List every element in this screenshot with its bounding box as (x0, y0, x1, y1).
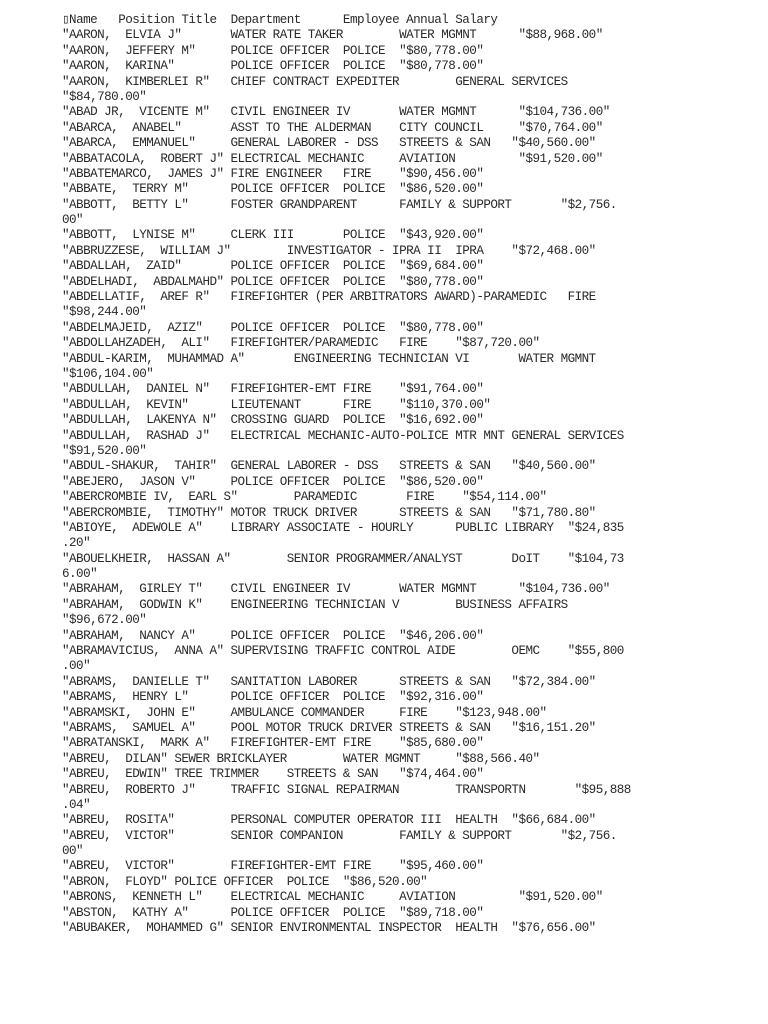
text-line: "AARON, KARINA" POLICE OFFICER POLICE "$80,778.00" (62, 58, 484, 74)
text-line: 00" (62, 843, 84, 859)
text-line: "ABSTON, KATHY A" POLICE OFFICER POLICE "$89,718.00" (62, 904, 484, 920)
text-line: "ABRAMAVICIUS, ANNA A" SUPERVISING TRAFFIC CONTROL AIDE OEMC "$55,800 (62, 643, 624, 659)
text-line: "ABRON, FLOYD" POLICE OFFICER POLICE "$86,520.00" (62, 873, 428, 889)
text-line: "ABRAHAM, GODWIN K" ENGINEERING TECHNICIAN V BUSINESS AFFAIRS (62, 596, 568, 612)
text-line: "ABRAMS, DANIELLE T" SANITATION LABORER STREETS & SAN "$72,384.00" (62, 673, 596, 689)
text-line: "ABRAMSKI, JOHN E" AMBULANCE COMMANDER FIRE "$123,948.00" (62, 704, 547, 720)
text-line: "ABBATE, TERRY M" POLICE OFFICER POLICE "$86,520.00" (62, 181, 484, 197)
text-line: "$91,520.00" (62, 442, 147, 458)
text-line: "$98,244.00" (62, 304, 147, 320)
text-line: "$96,672.00" (62, 612, 147, 628)
text-line: "ABBOTT, LYNISE M" CLERK III POLICE "$43,920.00" (62, 227, 484, 243)
text-line: "ABDULLAH, LAKENYA N" CROSSING GUARD POLICE "$16,692.00" (62, 412, 484, 428)
text-line: "ABDELHADI, ABDALMAHD" POLICE OFFICER POLICE "$80,778.00" (62, 273, 484, 289)
text-line: "ABRAMS, SAMUEL A" POOL MOTOR TRUCK DRIVER STREETS & SAN "$16,151.20" (62, 719, 596, 735)
text-line: "ABERCROMBIE, TIMOTHY" MOTOR TRUCK DRIVER STREETS & SAN "$71,780.80" (62, 504, 596, 520)
header-line: ▯Name Position Title Department Employee Annual Salary (62, 12, 498, 27)
text-line: 00" (62, 212, 84, 228)
text-line: "ABRATANSKI, MARK A" FIREFIGHTER-EMT FIRE "$85,680.00" (62, 735, 484, 751)
text-line: "ABUBAKER, MOHAMMED G" SENIOR ENVIRONMENTAL INSPECTOR HEALTH "$76,656.00" (62, 920, 596, 936)
text-line: .04" (62, 796, 91, 812)
text-line: "ABDULLAH, DANIEL N" FIREFIGHTER-EMT FIRE "$91,764.00" (62, 381, 484, 397)
text-line: "$106,104.00" (62, 365, 154, 381)
text-line: "ABRONS, KENNETH L" ELECTRICAL MECHANIC AVIATION "$91,520.00" (62, 889, 603, 905)
text-line: "ABBATACOLA, ROBERT J" ELECTRICAL MECHANIC AVIATION "$91,520.00" (62, 150, 603, 166)
text-line: "ABOUELKHEIR, HASSAN A" SENIOR PROGRAMMER/ANALYST DoIT "$104,73 (62, 550, 624, 566)
text-line: "ABBOTT, BETTY L" FOSTER GRANDPARENT FAMILY & SUPPORT "$2,756. (62, 196, 617, 212)
text-line: "ABREU, DILAN" SEWER BRICKLAYER WATER MGMNT "$88,566.40" (62, 750, 540, 766)
text-line: "ABDULLAH, KEVIN" LIEUTENANT FIRE "$110,370.00" (62, 396, 491, 412)
text-line: "ABDULLAH, RASHAD J" ELECTRICAL MECHANIC-AUTO-POLICE MTR MNT GENERAL SERVICES (62, 427, 624, 443)
text-line: "ABREU, ROSITA" PERSONAL COMPUTER OPERATOR III HEALTH "$66,684.00" (62, 812, 596, 828)
text-line: "AARON, ELVIA J" WATER RATE TAKER WATER MGMNT "$88,968.00" (62, 27, 603, 43)
text-line: "ABDELMAJEID, AZIZ" POLICE OFFICER POLICE "$80,778.00" (62, 319, 484, 335)
text-line: "AARON, KIMBERLEI R" CHIEF CONTRACT EXPEDITER GENERAL SERVICES (62, 73, 568, 89)
text-line: "ABDOLLAHZADEH, ALI" FIREFIGHTER/PARAMEDIC FIRE "$87,720.00" (62, 335, 540, 351)
text-line: "ABBATEMARCO, JAMES J" FIRE ENGINEER FIRE "$90,456.00" (62, 165, 484, 181)
text-line: "ABARCA, ANABEL" ASST TO THE ALDERMAN CITY COUNCIL "$70,764.00" (62, 119, 603, 135)
text-line: "ABEJERO, JASON V" POLICE OFFICER POLICE "$86,520.00" (62, 473, 484, 489)
text-line: 6.00" (62, 566, 98, 582)
text-line: "ABRAHAM, NANCY A" POLICE OFFICER POLICE "$46,206.00" (62, 627, 484, 643)
text-line: "ABREU, VICTOR" FIREFIGHTER-EMT FIRE "$95,460.00" (62, 858, 484, 874)
text-line: "ABREU, EDWIN" TREE TRIMMER STREETS & SAN "$74,464.00" (62, 766, 484, 782)
text-line: .00" (62, 658, 91, 674)
text-line: "ABRAHAM, GIRLEY T" CIVIL ENGINEER IV WATER MGMNT "$104,736.00" (62, 581, 610, 597)
text-line: "ABIOYE, ADEWOLE A" LIBRARY ASSOCIATE - HOURLY PUBLIC LIBRARY "$24,835 (62, 519, 624, 535)
text-line: "ABERCROMBIE IV, EARL S" PARAMEDIC FIRE "$54,114.00" (62, 489, 547, 505)
document-text (62, 12, 742, 935)
text-line: "AARON, JEFFERY M" POLICE OFFICER POLICE "$80,778.00" (62, 42, 484, 58)
text-line: "ABDELLATIF, AREF R" FIREFIGHTER (PER ARBITRATORS AWARD)-PARAMEDIC FIRE (62, 289, 596, 305)
text-line: "$84,780.00" (62, 88, 147, 104)
text-line: "ABREU, ROBERTO J" TRAFFIC SIGNAL REPAIRMAN TRANSPORTN "$95,888 (62, 781, 631, 797)
text-line: "ABAD JR, VICENTE M" CIVIL ENGINEER IV WATER MGMNT "$104,736.00" (62, 104, 610, 120)
text-line: "ABREU, VICTOR" SENIOR COMPANION FAMILY & SUPPORT "$2,756. (62, 827, 617, 843)
text-line: .20" (62, 535, 91, 551)
text-line: "ABBRUZZESE, WILLIAM J" INVESTIGATOR - IPRA II IPRA "$72,468.00" (62, 242, 596, 258)
text-line: "ABDUL-SHAKUR, TAHIR" GENERAL LABORER - DSS STREETS & SAN "$40,560.00" (62, 458, 596, 474)
text-line: "ABDUL-KARIM, MUHAMMAD A" ENGINEERING TECHNICIAN VI WATER MGMNT (62, 350, 596, 366)
text-line: "ABARCA, EMMANUEL" GENERAL LABORER - DSS STREETS & SAN "$40,560.00" (62, 135, 596, 151)
text-line: "ABRAMS, HENRY L" POLICE OFFICER POLICE "$92,316.00" (62, 689, 484, 705)
text-line: "ABDALLAH, ZAID" POLICE OFFICER POLICE "$69,684.00" (62, 258, 484, 274)
